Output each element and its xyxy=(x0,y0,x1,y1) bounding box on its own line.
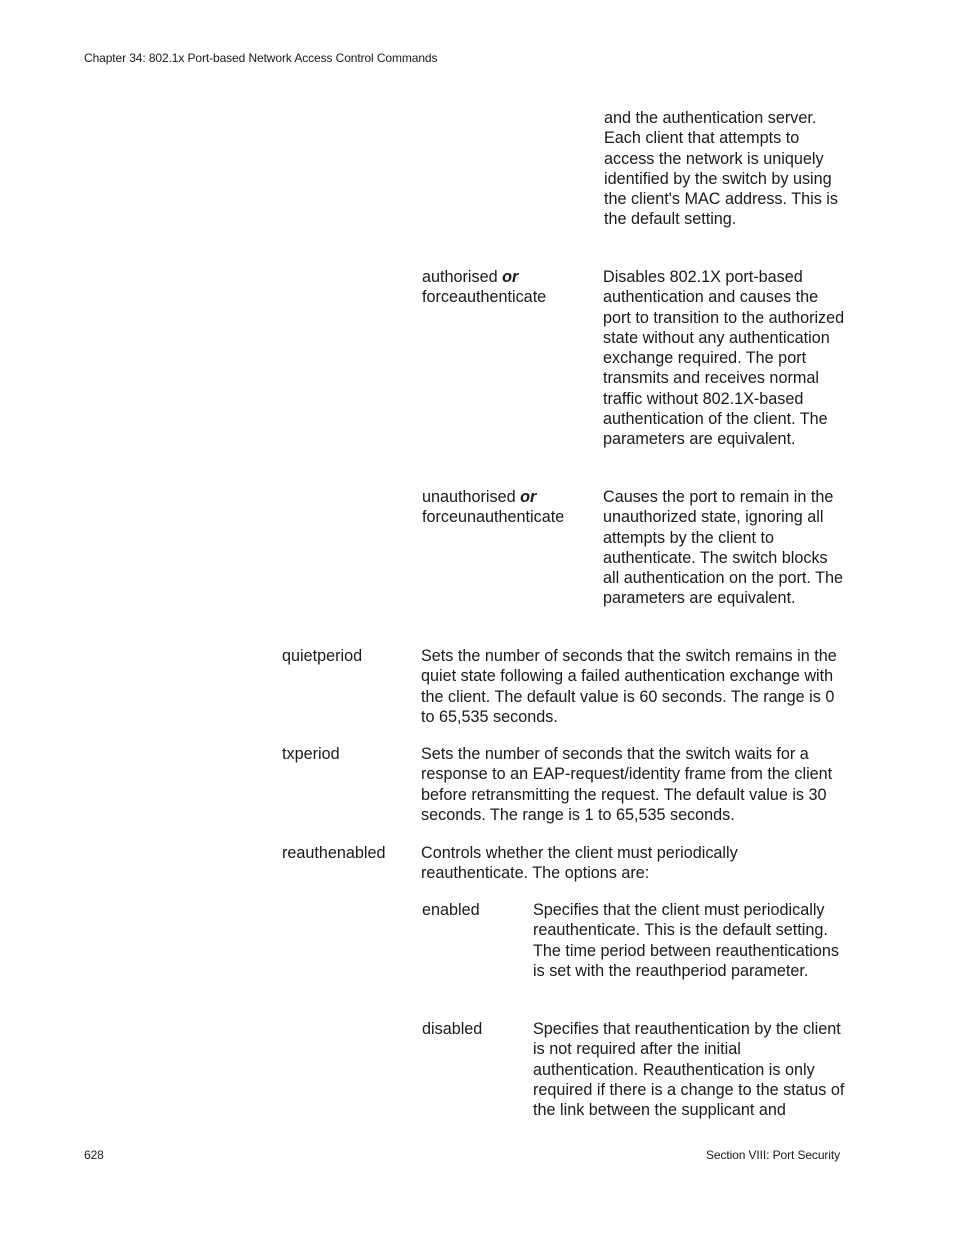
param-description-reauthenabled: Controls whether the client must periodically reauthenticate. The options are: xyxy=(421,844,738,883)
term-authorised: authorised xyxy=(422,268,498,286)
or-connector: or xyxy=(520,488,537,506)
param-name-txperiod: txperiod xyxy=(282,745,340,763)
term-forceauthenticate: forceauthenticate xyxy=(422,288,547,307)
running-header: Chapter 34: 802.1x Port-based Network Access Control Commands xyxy=(84,51,438,65)
reauth-description-disabled: Specifies that reauthentication by the client is not required after the initial authentication. Reauthentication is only required if there is a change to the status of the link between the supplicant and xyxy=(533,1020,845,1120)
term-unauthorised: unauthorised xyxy=(422,488,516,506)
page-number: 628 xyxy=(84,1148,104,1162)
param-description-txperiod: Sets the number of seconds that the switch waits for a response to an EAP-request/identity frame from the client before retransmitting the request. The default value is 30 seconds. The range is 1 to 65,535 seconds. xyxy=(421,745,833,824)
option-term-authorised xyxy=(422,267,546,308)
option-term-unauthorised xyxy=(422,487,564,528)
param-description-quietperiod: Sets the number of seconds that the switch remains in the quiet state following a failed authentication exchange with the client. The default value is 60 seconds. The range is 0 to 65,535 seconds. xyxy=(421,647,837,726)
reauth-term-disabled: disabled xyxy=(422,1020,483,1038)
param-name-quietperiod: quietperiod xyxy=(282,647,363,665)
term-forceunauthenticate: forceunauthenticate xyxy=(422,508,565,527)
param-name-reauthenabled: reauthenabled xyxy=(282,844,386,862)
running-footer-section: Section VIII: Port Security xyxy=(705,1148,840,1162)
option-description-unauthorised: Causes the port to remain in the unauthorized state, ignoring all attempts by the client to authenticate. The switch blocks all authentication on the port. The parameters are equivalent. xyxy=(603,488,843,608)
reauth-term-enabled: enabled xyxy=(422,901,480,919)
reauth-description-enabled: Specifies that the client must periodically reauthenticate. This is the default setting. The time period between reauthentications is set with the reauthperiod parameter. xyxy=(533,901,839,980)
option-description-authorised: Disables 802.1X port-based authentication and causes the port to transition to the authorized state without any authentication exchange required. The port transmits and receives normal traffic without 802.1X-based authentication of the client. The parameters are equivalent. xyxy=(603,268,845,449)
continuation-description: and the authentication server. Each client that attempts to access the network is uniquely identified by the switch by using the client's MAC address. This is the default setting. xyxy=(604,109,838,229)
or-connector: or xyxy=(502,268,519,286)
